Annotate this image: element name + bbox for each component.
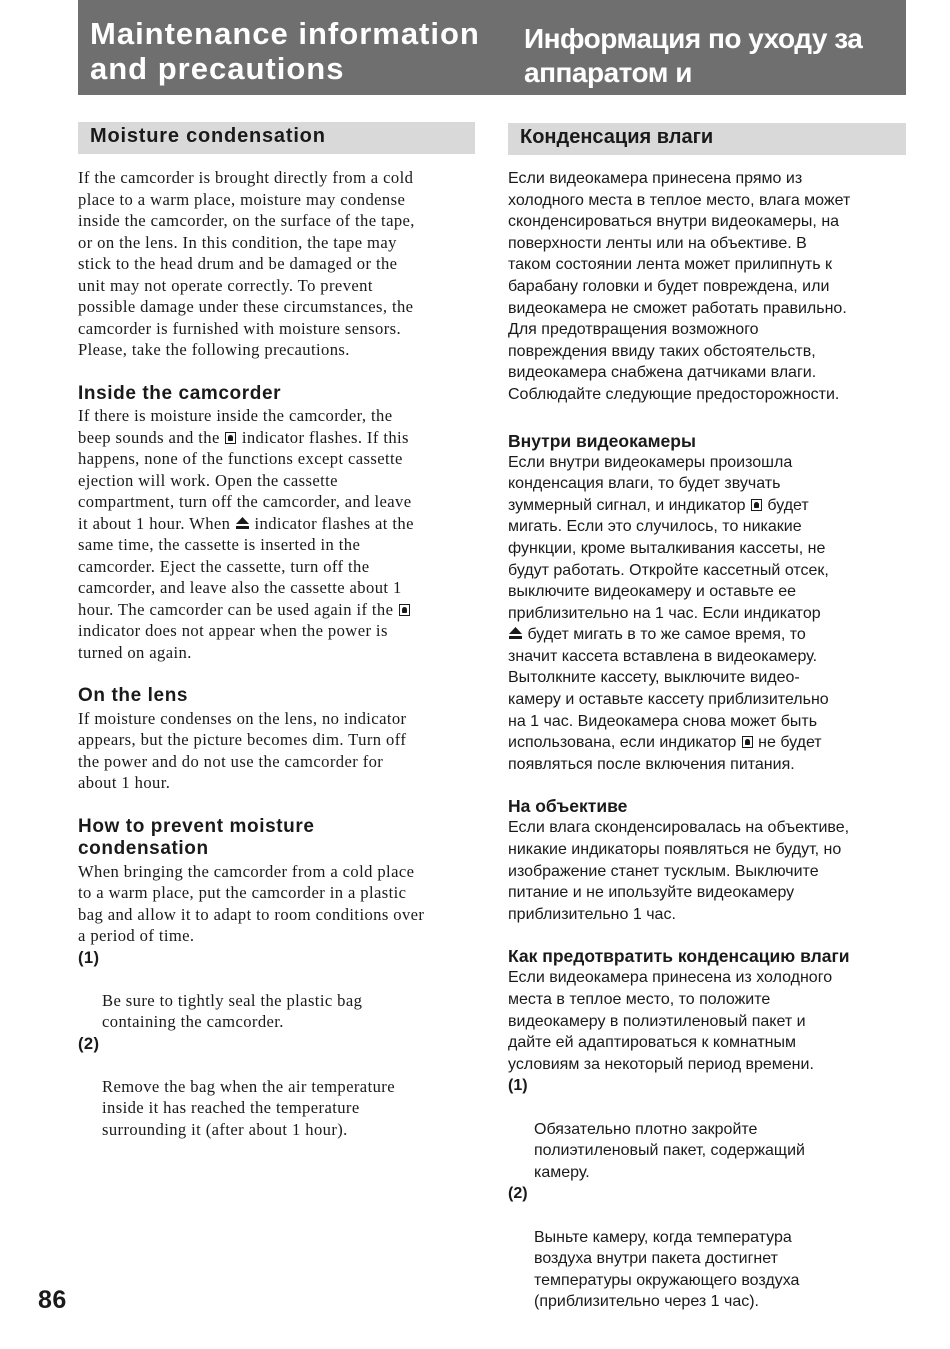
subheading-prevent-condensation-ru: Как предотвратить конденсацию влаги — [508, 946, 850, 967]
subheading-on-the-lens-ru: На объективе — [508, 796, 628, 817]
inside-text-part2: будет мигать. Если это случилось, то никакие функции, кроме выталкивания кассеты, не будут работать. Откройте кассетный отсек, выключите видеокамеру и оставьте ее приблизительно на 1 час. Если индикатор — [508, 496, 829, 622]
page-header-banner — [78, 0, 906, 122]
section-heading-bar-ru — [508, 123, 906, 155]
inside-text-part1: Если внутри видеокамеры произошла конденсация влаги, то будет звучать зуммерный сигнал, и индикатор — [508, 453, 793, 514]
moisture-indicator-icon — [399, 604, 410, 616]
inside-camcorder-paragraph-en — [78, 405, 478, 663]
section-title-ru: Конденсация влаги — [520, 126, 714, 148]
list-item — [78, 947, 478, 1033]
russian-column — [508, 168, 913, 1313]
inside-text-part3: будет мигать в то же самое время, то значит кассета вставлена в видеокамеру. Вытолкните кассету, выключите видео- камеру и оставьте кассету приблизительно на 1 час. Видеокамера снова может быть использована, если индикатор — [508, 626, 829, 752]
list-item-text: Выньте камеру, когда температура воздуха внутри пакета достигнет температуры окружающего воздуха (приблизительно через 1 час). — [534, 1228, 800, 1311]
moisture-indicator-icon — [751, 499, 762, 511]
prevent-paragraph-en: When bringing the camcorder from a cold place to a warm place, put the camcorder in a plastic bag and allow it to adapt to room conditions over a period of time. — [78, 861, 425, 945]
page-title-ru: Информация по уходу за аппаратом и предосторожности — [524, 23, 863, 122]
intro-paragraph-en: If the camcorder is brought directly from a cold place to a warm place, moisture may condense inside the camcorder, on the surface of the tape, or on the lens. In this condition, the tape may stick to the head drum and be damaged or the unit may not operate correctly. To prevent possible damage under these circumstances, the camcorder is furnished with moisture sensors. Please, take the following precautions. — [78, 168, 415, 359]
list-item — [508, 1075, 913, 1183]
inside-text-part2: indicator flashes. If this happens, none of the functions except cassette ejection will work. Open the cassette compartment, turn off the camcorder, and leave it about 1 hour. When — [78, 427, 412, 533]
section-heading-bar-en — [78, 122, 475, 154]
list-item-text: Be sure to tightly seal the plastic bag containing the camcorder. — [102, 990, 363, 1031]
subheading-on-the-lens-en: On the lens — [78, 685, 189, 706]
inside-text-part3: indicator flashes at the same time, the cassette is inserted in the camcorder. Eject the cassette, turn off the camcorder, and leave also the cassette about 1 hour. The camcorder can be used again if the — [78, 513, 414, 619]
list-item — [508, 1183, 913, 1313]
inside-text-part4: indicator does not appear when the power is turned on again. — [78, 621, 388, 662]
inside-text-part1: If there is moisture inside the camcorder, the beep sounds and the — [78, 406, 393, 447]
intro-paragraph-ru: Если видеокамера принесена прямо из холодного места в теплое место, влага может сконденсироваться внутри видеокамеры, на поверхности ленты или на объективе. В таком состоянии лента может прилипнуть к барабану головки и будет повреждена, или видеокамера не сможет работать правильно. Для предотвращения возможного повреждения ввиду таких обстоятельств, видеокамера снабжена датчиками влаги. Соблюдайте следующие предосторожности. — [508, 170, 851, 403]
moisture-indicator-icon — [742, 736, 753, 748]
english-column — [78, 167, 478, 1140]
inside-camcorder-paragraph-ru — [508, 452, 913, 776]
list-number: (1) — [508, 1077, 528, 1095]
page-number: 86 — [38, 1286, 67, 1314]
inside-text-part4: не будет появляться после включения питания. — [508, 734, 822, 773]
list-item-text: Обязательно плотно закройте полиэтиленовый пакет, содержащий камеру. — [534, 1120, 805, 1181]
eject-icon — [509, 627, 522, 639]
eject-icon — [236, 517, 249, 529]
subheading-prevent-condensation-en: How to prevent moisture condensation — [78, 815, 315, 859]
list-number: (2) — [78, 1033, 100, 1053]
list-item-text: Remove the bag when the air temperature inside it has reached the temperature surrounding it (after about 1 hour). — [102, 1076, 395, 1139]
list-number: (1) — [78, 947, 100, 967]
prevent-paragraph-ru: Если видеокамера принесена из холодного места в теплое место, то положите видеокамеру в полиэтиленовый пакет и дайте ей адаптироваться к комнатным условиям за некоторый период времени. — [508, 969, 833, 1073]
page-title-en: Maintenance information and precautions — [90, 16, 480, 86]
lens-paragraph-ru: Если влага сконденсировалась на объективе, никакие индикаторы появляться не будут, но изображение станет тусклым. Выключите питание и не ипользуйте видеокамеру приблизительно 1 час. — [508, 819, 850, 923]
list-number: (2) — [508, 1185, 528, 1203]
subheading-inside-camcorder-en: Inside the camcorder — [78, 382, 282, 404]
subheading-inside-camcorder-ru: Внутри видеокамеры — [508, 430, 696, 451]
list-item — [78, 1033, 478, 1141]
lens-paragraph-en: If moisture condenses on the lens, no indicator appears, but the picture becomes dim. Turn off the power and do not use the camcorder for about 1 hour. — [78, 708, 407, 792]
moisture-indicator-icon — [225, 432, 236, 444]
section-title-en: Moisture condensation — [90, 125, 326, 147]
